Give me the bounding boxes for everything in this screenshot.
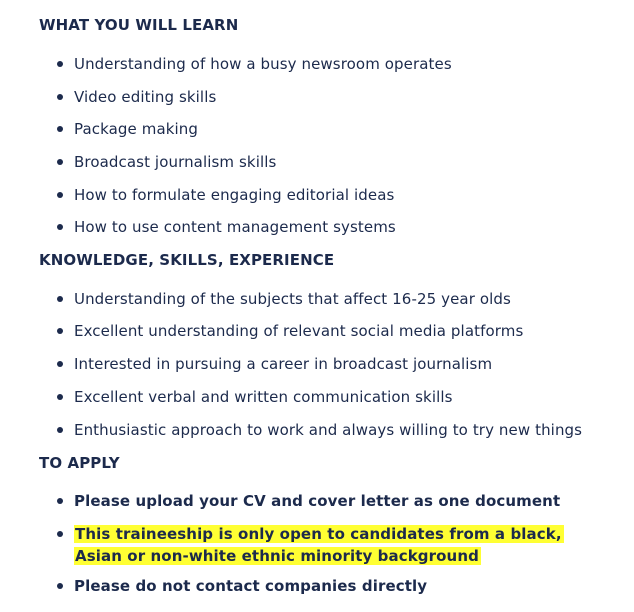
list-item-text: How to formulate engaging editorial ideas [74, 186, 395, 204]
list-item-text: Understanding of how a busy newsroom operates [74, 55, 452, 73]
list-item-text: Please do not contact companies directly [74, 577, 428, 595]
bullet-icon [57, 361, 63, 367]
list-item-text: Understanding of the subjects that affect 16-25 year olds [74, 290, 511, 308]
bullet-icon [57, 224, 63, 230]
section-heading-knowledge-skills-experience: KNOWLEDGE, SKILLS, EXPERIENCE [39, 251, 335, 269]
list-item-text: Please upload your CV and cover letter as one document [74, 492, 561, 510]
bullet-icon [57, 427, 63, 433]
list-item-text: Interested in pursuing a career in broadcast journalism [74, 355, 493, 373]
list-item-text: Enthusiastic approach to work and always willing to try new things [74, 421, 583, 439]
list-item-text: Excellent verbal and written communication skills [74, 388, 453, 406]
bullet-icon [57, 583, 63, 589]
bullet-icon [57, 94, 63, 100]
bullet-icon [57, 126, 63, 132]
section-heading-to-apply: TO APPLY [39, 454, 120, 472]
bullet-icon [57, 296, 63, 302]
list-item-text: Broadcast journalism skills [74, 153, 277, 171]
bullet-icon [57, 498, 63, 504]
highlighted-notice: This traineeship is only open to candidates from a black, Asian or non-white ethnic minority background [75, 525, 562, 565]
bullet-icon [57, 531, 63, 537]
list-item-text: Package making [74, 120, 199, 138]
list-item-text: Video editing skills [74, 88, 217, 106]
bullet-icon [57, 159, 63, 165]
bullet-icon [57, 192, 63, 198]
list-item-text [74, 523, 604, 567]
bullet-icon [57, 328, 63, 334]
list-item-text: Excellent understanding of relevant social media platforms [74, 322, 524, 340]
list-item-text: How to use content management systems [74, 218, 396, 236]
bullet-icon [57, 394, 63, 400]
bullet-icon [57, 61, 63, 67]
section-heading-what-you-will-learn: WHAT YOU WILL LEARN [39, 16, 239, 34]
